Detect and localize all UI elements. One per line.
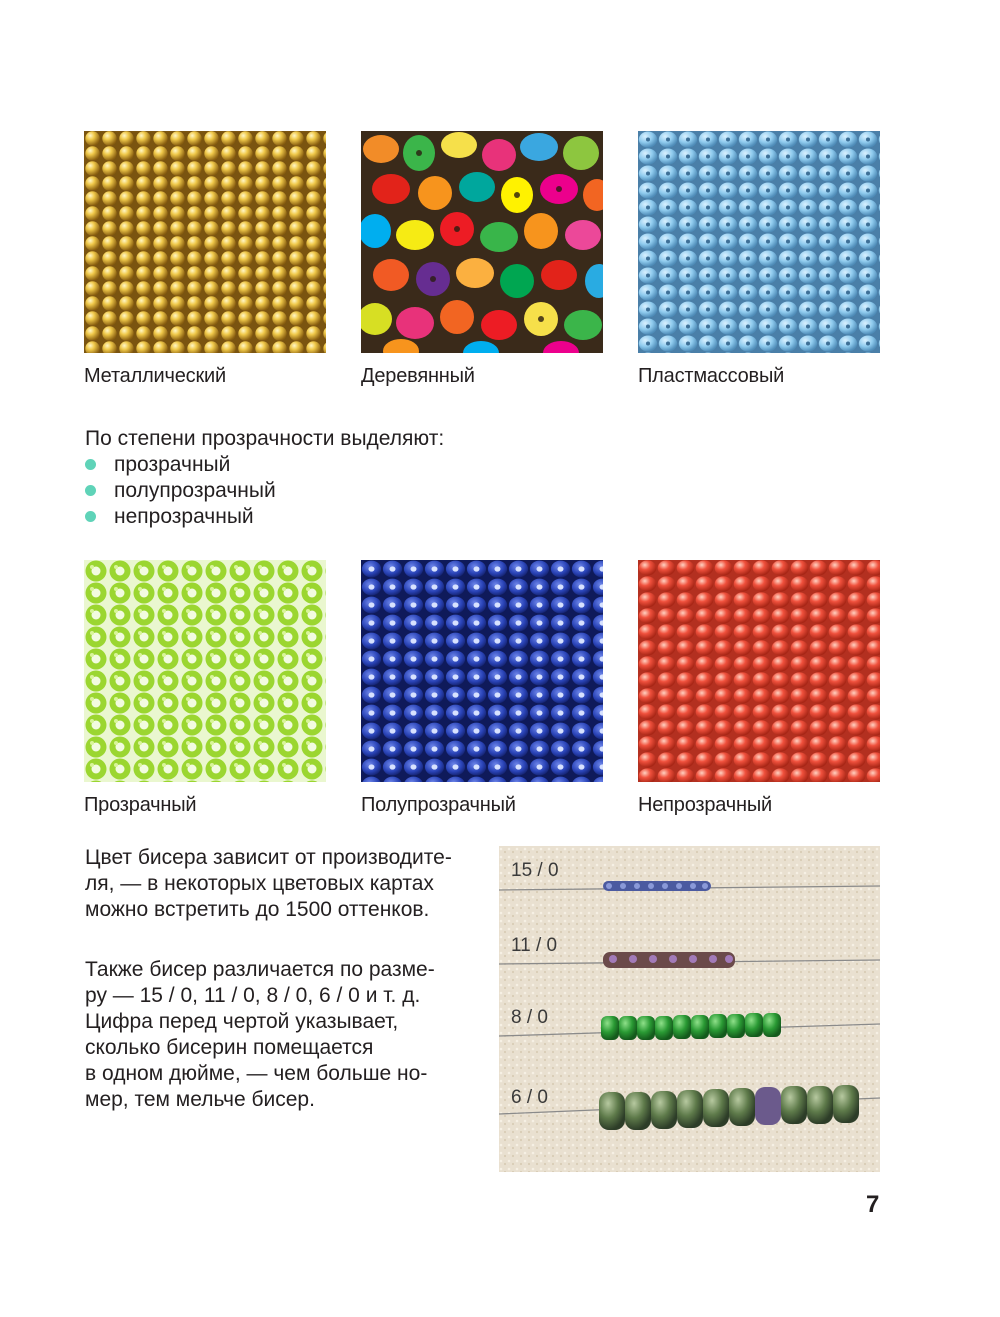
caption-wooden: Деревянный — [361, 365, 475, 387]
page-number: 7 — [866, 1191, 880, 1218]
size-label-11: 11 / 0 — [511, 935, 558, 956]
text-line: сколько бисерин помещается — [85, 1036, 374, 1059]
text-line: Цвет бисера зависит от производите- — [85, 846, 452, 869]
semi-transparent-beads-photo — [361, 560, 603, 782]
metallic-beads-photo — [84, 131, 326, 353]
size-label-6: 6 / 0 — [511, 1087, 548, 1108]
size-label-15: 15 / 0 — [511, 860, 559, 881]
list-item-text: непрозрачный — [114, 505, 254, 528]
text-line: ля, — в некоторых цветовых картах — [85, 872, 434, 895]
size-label-8: 8 / 0 — [511, 1007, 548, 1028]
bullet-icon — [85, 459, 96, 470]
bead-size-photo — [499, 846, 880, 1172]
text-line: в одном дюйме, — чем больше но- — [85, 1062, 428, 1085]
caption-opaque: Непрозрачный — [638, 794, 773, 816]
list-item — [85, 504, 276, 530]
list-item — [85, 478, 276, 504]
caption-metallic: Металлический — [84, 365, 226, 387]
bullet-icon — [85, 511, 96, 522]
list-item-text: полупрозрачный — [114, 479, 276, 502]
transparency-list — [85, 452, 276, 530]
transparency-intro: По степени прозрачности выделяют: — [85, 427, 445, 450]
plastic-beads-photo — [638, 131, 880, 353]
text-line: Цифра перед чертой указывает, — [85, 1010, 399, 1033]
text-line: ру — 15 / 0, 11 / 0, 8 / 0, 6 / 0 и т. д. — [85, 984, 421, 1007]
text-line: можно встретить до 1500 оттенков. — [85, 898, 430, 921]
metallic-beads-image — [84, 131, 326, 353]
opaque-beads-photo — [638, 560, 880, 782]
list-item — [85, 452, 276, 478]
transparent-beads-image — [84, 560, 326, 782]
opaque-beads-image — [638, 560, 880, 782]
bullet-icon — [85, 485, 96, 496]
bead-size-image — [499, 846, 880, 1172]
caption-plastic: Пластмассовый — [638, 365, 785, 387]
caption-transparent: Прозрачный — [84, 794, 197, 816]
wooden-beads-image — [361, 131, 603, 353]
color-paragraph — [85, 845, 485, 923]
semi-transparent-beads-image — [361, 560, 603, 782]
text-line: Также бисер различается по разме- — [85, 958, 435, 981]
plastic-beads-image — [638, 131, 880, 353]
transparent-beads-photo — [84, 560, 326, 782]
text-line: мер, тем мельче бисер. — [85, 1088, 315, 1111]
caption-semi-transparent: Полупрозрачный — [361, 794, 516, 816]
list-item-text: прозрачный — [114, 453, 231, 476]
size-paragraph — [85, 957, 485, 1113]
wooden-beads-photo — [361, 131, 603, 353]
